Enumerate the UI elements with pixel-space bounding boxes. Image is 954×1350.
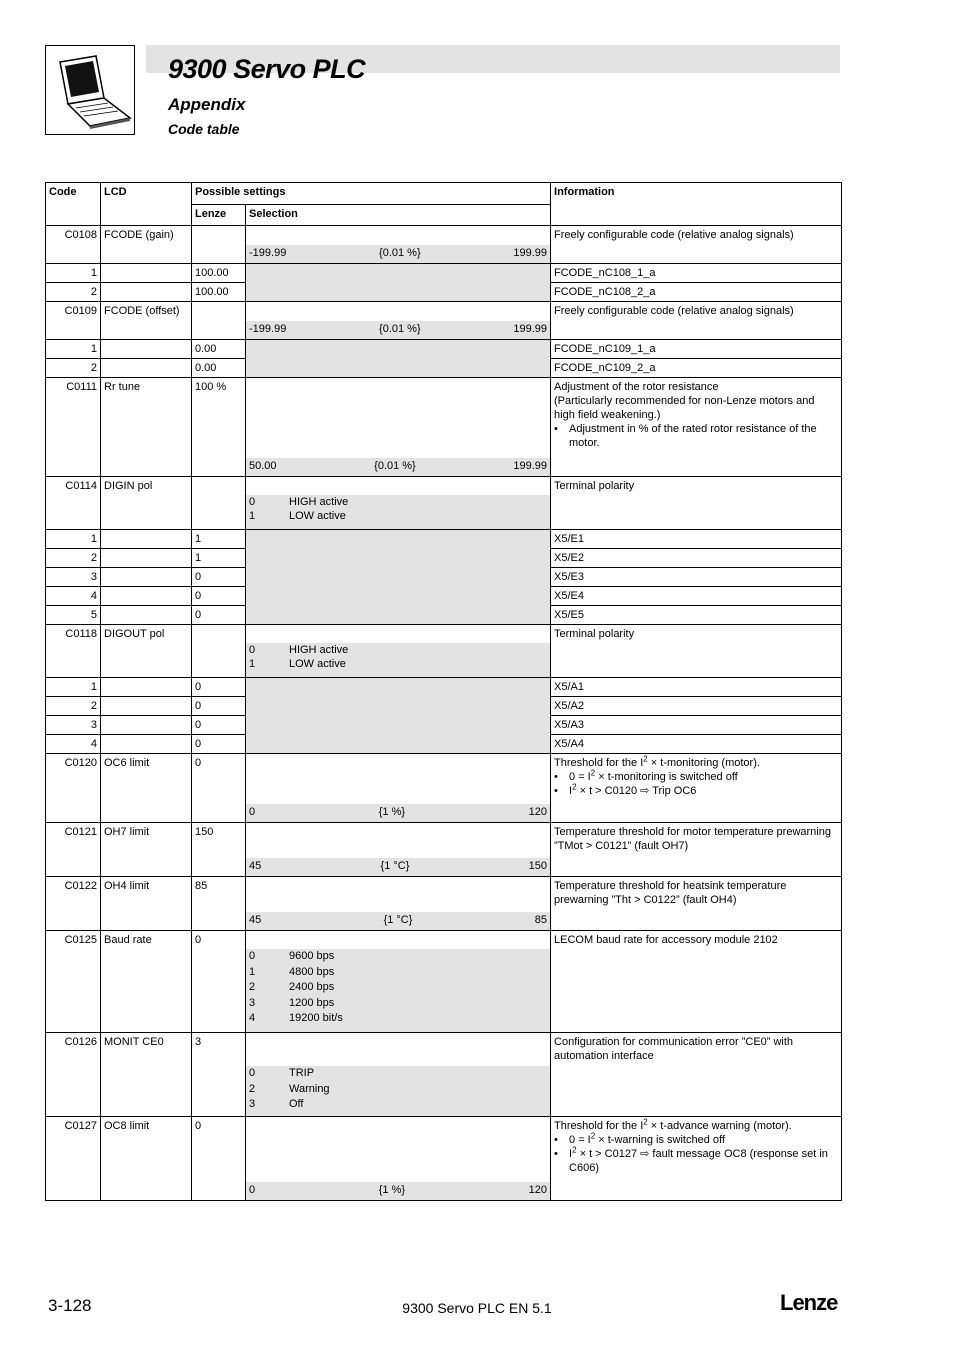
lenze-cell: 0 <box>192 697 246 716</box>
info-bullet: • $I^2 \times t > C0120$ ⇨ Trip OC6 <box>554 784 838 798</box>
range-step: {1 °C} <box>380 860 410 872</box>
lcd-cell: DIGOUT pol <box>101 625 192 678</box>
range-step: {1 °C} <box>383 914 413 926</box>
selection-cell <box>246 226 551 264</box>
lenze-cell: 0 <box>192 568 246 587</box>
selection-cell <box>246 378 551 477</box>
brand-logo: Lenze <box>780 1290 838 1315</box>
lenze-cell: 0 <box>192 931 246 1033</box>
info-cell <box>551 378 842 477</box>
range-min: 0 <box>249 806 256 818</box>
table-row <box>46 931 842 1033</box>
subcode-index: 5 <box>46 606 101 625</box>
subcode-index: 2 <box>46 697 101 716</box>
subcode-index: 4 <box>46 587 101 606</box>
range-min: 45 <box>249 860 262 872</box>
lcd-cell: OH7 limit <box>101 823 192 877</box>
option-value: 19200 bit/s <box>289 1012 343 1024</box>
code-cell: C0118 <box>46 625 101 678</box>
range-max: 150 <box>528 860 548 872</box>
value-range <box>246 858 550 876</box>
page-number: 3-128 <box>48 1296 92 1315</box>
option-key: 3 <box>249 996 256 1009</box>
info-cell: FCODE_nC109_2_a <box>551 359 842 378</box>
range-max: 85 <box>534 914 548 926</box>
info-bullet: • $I^2 \times t > C0127$ ⇨ fault message OC8 (response set in C606) <box>554 1147 838 1175</box>
info-cell: X5/A2 <box>551 697 842 716</box>
info-cell: Freely configurable code (relative analog signals) <box>551 226 842 264</box>
range-step: {1 %} <box>378 1184 406 1196</box>
info-line: Threshold for the $I^2$ × t-monitoring (motor). <box>554 754 760 769</box>
code-cell: C0109 <box>46 302 101 340</box>
info-cell: X5/A4 <box>551 735 842 754</box>
col-header-information: Information <box>551 183 842 226</box>
table-row <box>46 264 842 283</box>
option-value: 2400 bps <box>289 981 335 993</box>
lcd-cell: Baud rate <box>101 931 192 1033</box>
laptop-logo <box>45 45 135 135</box>
table-row <box>46 302 842 340</box>
table-row <box>46 678 842 697</box>
options-list <box>246 495 550 523</box>
value-range <box>246 804 550 822</box>
lcd-cell: OC6 limit <box>101 754 192 823</box>
info-cell: Temperature threshold for motor temperature prewarning ”TMot > C0121” (fault OH7) <box>551 823 842 877</box>
table-row <box>46 226 842 264</box>
lcd-cell: OH4 limit <box>101 877 192 931</box>
page-title: 9300 Servo PLC <box>168 54 366 84</box>
range-min: 45 <box>249 914 262 926</box>
table-row <box>46 530 842 549</box>
code-cell: C0111 <box>46 378 101 477</box>
range-step: {1 %} <box>378 806 406 818</box>
info-cell: Terminal polarity <box>551 625 842 678</box>
option-value: HIGH active <box>289 496 349 508</box>
value-range <box>246 1182 550 1200</box>
range-max: 199.99 <box>513 460 548 472</box>
table-row <box>46 340 842 359</box>
info-cell: Temperature threshold for heatsink temperature prewarning ”Tht > C0122” (fault OH4) <box>551 877 842 931</box>
range-max: 120 <box>528 806 548 818</box>
selection-cell <box>246 823 551 877</box>
code-cell: C0125 <box>46 931 101 1033</box>
option-key: 4 <box>249 1012 256 1024</box>
info-cell: LECOM baud rate for accessory module 2102 <box>551 931 842 1033</box>
table-row <box>46 754 842 823</box>
subcode-index: 4 <box>46 735 101 754</box>
lcd-cell: DIGIN pol <box>101 477 192 530</box>
code-cell: C0122 <box>46 877 101 931</box>
lenze-cell: 1 <box>192 549 246 568</box>
info-cell: Terminal polarity <box>551 477 842 530</box>
table-row <box>46 477 842 530</box>
info-cell: Configuration for communication error ”CE0” with automation interface <box>551 1033 842 1117</box>
subcode-index: 1 <box>46 340 101 359</box>
option-value: HIGH active <box>289 644 349 656</box>
lcd-cell: FCODE (offset) <box>101 302 192 340</box>
option-value: TRIP <box>289 1067 315 1079</box>
lenze-cell: 150 <box>192 823 246 877</box>
subcode-index: 2 <box>46 359 101 378</box>
section-title: Appendix <box>168 95 246 114</box>
info-cell: X5/E2 <box>551 549 842 568</box>
lenze-cell: 100.00 <box>192 283 246 302</box>
selection-cell <box>246 625 551 678</box>
info-cell: X5/E4 <box>551 587 842 606</box>
lcd-cell: Rr tune <box>101 378 192 477</box>
lenze-cell <box>192 226 246 264</box>
option-key: 0 <box>249 1067 256 1079</box>
selection-cell <box>246 931 551 1033</box>
info-bullet: • $0 = I^2$ × t-monitoring is switched off <box>554 770 838 784</box>
lenze-cell: 0 <box>192 587 246 606</box>
lcd-cell: FCODE (gain) <box>101 226 192 264</box>
info-cell: X5/E1 <box>551 530 842 549</box>
code-cell: C0114 <box>46 477 101 530</box>
option-key: 0 <box>249 644 256 656</box>
code-cell: C0126 <box>46 1033 101 1117</box>
options-list <box>246 949 550 1030</box>
option-key: 1 <box>249 658 256 670</box>
info-cell: X5/A3 <box>551 716 842 735</box>
code-cell: C0120 <box>46 754 101 823</box>
selection-cell <box>246 754 551 823</box>
table-row <box>46 1033 842 1117</box>
table-header-row <box>46 183 842 205</box>
selection-cell <box>246 1117 551 1201</box>
option-key: 2 <box>249 1082 256 1095</box>
col-header-selection: Selection <box>246 205 551 226</box>
info-line: Threshold for the $I^2$ × t-advance warning (motor). <box>554 1117 792 1132</box>
range-step: {0.01 %} <box>374 460 416 472</box>
option-value: Off <box>289 1098 304 1110</box>
info-cell: X5/A1 <box>551 678 842 697</box>
code-cell: C0108 <box>46 226 101 264</box>
lenze-cell: 0 <box>192 735 246 754</box>
subcode-index: 2 <box>46 549 101 568</box>
laptop-icon <box>46 46 134 134</box>
info-cell: FCODE_nC109_1_a <box>551 340 842 359</box>
table-row <box>46 1117 842 1201</box>
lenze-cell: 0 <box>192 716 246 735</box>
options-list <box>246 643 550 671</box>
value-range <box>246 245 550 263</box>
col-header-lcd: LCD <box>101 183 192 226</box>
lenze-cell: 0.00 <box>192 359 246 378</box>
info-cell: X5/E5 <box>551 606 842 625</box>
option-value: 1200 bps <box>289 996 335 1009</box>
option-key: 3 <box>249 1098 256 1110</box>
code-cell: C0127 <box>46 1117 101 1201</box>
selection-cell <box>246 477 551 530</box>
lenze-cell: 0.00 <box>192 340 246 359</box>
option-value: LOW active <box>289 658 346 670</box>
options-list <box>246 1066 550 1116</box>
subcode-index: 1 <box>46 530 101 549</box>
lenze-cell: 0 <box>192 1117 246 1201</box>
document-id: 9300 Servo PLC EN 5.1 <box>402 1300 552 1316</box>
range-min: -199.99 <box>249 323 287 335</box>
lenze-cell: 100 % <box>192 378 246 477</box>
col-header-code: Code <box>46 183 101 226</box>
subcode-index: 1 <box>46 264 101 283</box>
option-key: 1 <box>249 965 256 978</box>
option-key: 0 <box>249 950 256 962</box>
lenze-cell: 85 <box>192 877 246 931</box>
col-header-lenze: Lenze <box>192 205 246 226</box>
range-step: {0.01 %} <box>379 323 421 335</box>
lenze-cell: 3 <box>192 1033 246 1117</box>
option-key: 1 <box>249 510 256 522</box>
lenze-cell: 1 <box>192 530 246 549</box>
code-cell: C0121 <box>46 823 101 877</box>
info-line: (Particularly recommended for non-Lenze motors and high field weakening.) <box>554 395 815 421</box>
value-range <box>246 458 550 476</box>
lenze-cell: 100.00 <box>192 264 246 283</box>
range-min: -199.99 <box>249 247 287 259</box>
option-key: 0 <box>249 496 256 508</box>
info-cell: X5/E3 <box>551 568 842 587</box>
option-value: 4800 bps <box>289 965 335 978</box>
range-max: 199.99 <box>513 323 548 335</box>
info-cell: FCODE_nC108_2_a <box>551 283 842 302</box>
info-cell <box>551 1117 842 1201</box>
lenze-cell: 0 <box>192 606 246 625</box>
info-bullet: • Adjustment in % of the rated rotor resistance of the motor. <box>554 422 838 450</box>
lcd-cell: OC8 limit <box>101 1117 192 1201</box>
col-header-possible-settings: Possible settings <box>192 183 551 205</box>
code-table <box>45 182 842 1201</box>
subcode-index: 2 <box>46 283 101 302</box>
subcode-index: 1 <box>46 678 101 697</box>
lcd-cell: MONIT CE0 <box>101 1033 192 1117</box>
option-key: 2 <box>249 981 256 993</box>
subsection-title: Code table <box>168 121 240 137</box>
range-step: {0.01 %} <box>379 247 421 259</box>
range-min: 50.00 <box>249 460 277 472</box>
option-value: Warning <box>289 1082 330 1095</box>
table-row <box>46 877 842 931</box>
info-cell: FCODE_nC108_1_a <box>551 264 842 283</box>
lenze-cell: 0 <box>192 678 246 697</box>
subcode-index: 3 <box>46 716 101 735</box>
table-row <box>46 378 842 477</box>
selection-cell <box>246 877 551 931</box>
selection-cell <box>246 1033 551 1117</box>
option-value: 9600 bps <box>289 950 335 962</box>
selection-cell <box>246 302 551 340</box>
value-range <box>246 912 550 930</box>
info-cell: Freely configurable code (relative analog signals) <box>551 302 842 340</box>
lenze-cell: 0 <box>192 754 246 823</box>
table-row <box>46 823 842 877</box>
table-row <box>46 625 842 678</box>
subcode-index: 3 <box>46 568 101 587</box>
option-value: LOW active <box>289 510 346 522</box>
value-range <box>246 321 550 339</box>
range-max: 199.99 <box>513 247 548 259</box>
info-line: Adjustment of the rotor resistance <box>554 381 719 393</box>
range-min: 0 <box>249 1184 256 1196</box>
info-bullet: • $0 = I^2$ × t-warning is switched off <box>554 1133 838 1147</box>
range-max: 120 <box>528 1184 548 1196</box>
info-cell <box>551 754 842 823</box>
